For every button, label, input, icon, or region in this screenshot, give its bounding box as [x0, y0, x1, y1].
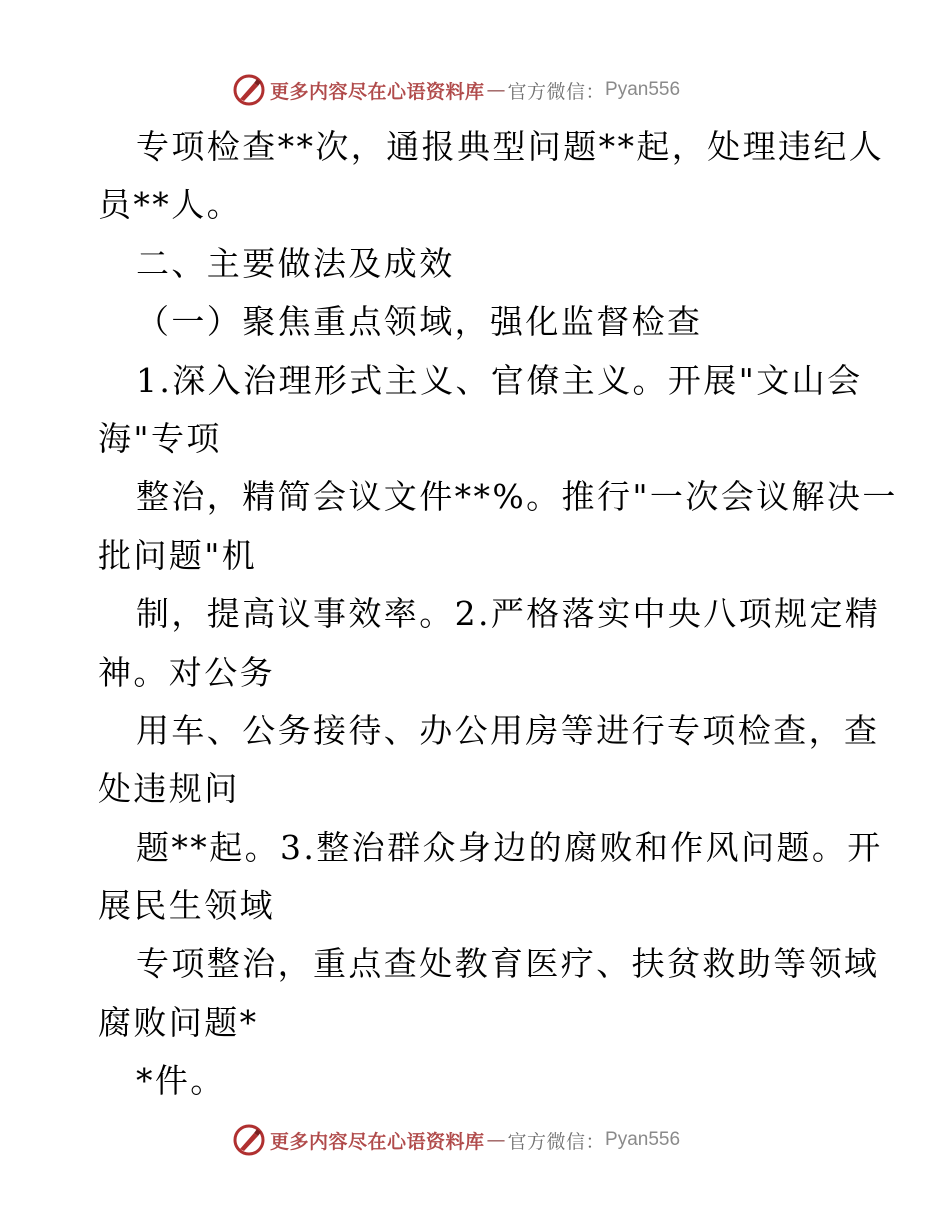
body-line: 海"专项: [98, 418, 222, 458]
body-line: 制，提高议事效率。2.严格落实中央八项规定精: [136, 594, 881, 634]
body-line: 题**起。3.整治群众身边的腐败和作风问题。开: [136, 827, 883, 867]
subsection-heading: （一）聚焦重点领域，强化监督检查: [136, 302, 703, 342]
body-line: *件。: [136, 1061, 226, 1101]
body-line: 批问题"机: [98, 535, 258, 575]
footer-wechat-handle: Pyan556: [605, 1129, 681, 1150]
pen-logo-icon: [232, 73, 266, 107]
footer-banner: [232, 1120, 680, 1160]
body-line: 处违规问: [98, 769, 240, 809]
header-wechat-handle: Pyan556: [605, 79, 681, 100]
document-body: [98, 118, 898, 1111]
footer-wechat-label: 官方微信：: [507, 1130, 606, 1153]
body-line: 专项检查**次，通报典型问题**起，处理违纪人: [136, 127, 885, 166]
body-line: 用车、公务接待、办公用房等进行专项检查，查: [136, 710, 880, 750]
body-line: 腐败问题*: [98, 1002, 259, 1042]
body-line: 展民生领域: [98, 886, 275, 926]
body-line: 员**人。: [98, 185, 242, 225]
body-line: 整治，精简会议文件**%。推行"一次会议解决一: [136, 477, 898, 517]
header-dash: —: [486, 79, 506, 101]
header-banner: [232, 70, 680, 110]
body-line: 专项整治，重点查处教育医疗、扶贫救助等领域: [136, 944, 880, 984]
section-heading: 二、主要做法及成效: [136, 243, 455, 283]
body-line: 1.深入治理形式主义、官僚主义。开展"文山会: [136, 360, 863, 400]
body-line: 神。对公务: [98, 652, 275, 692]
pen-logo-icon: [232, 1123, 266, 1157]
footer-dash: —: [486, 1129, 506, 1151]
header-wechat-label: 官方微信：: [507, 80, 606, 103]
header-site-text: 更多内容尽在心语资料库: [270, 80, 485, 103]
footer-site-text: 更多内容尽在心语资料库: [270, 1130, 485, 1153]
